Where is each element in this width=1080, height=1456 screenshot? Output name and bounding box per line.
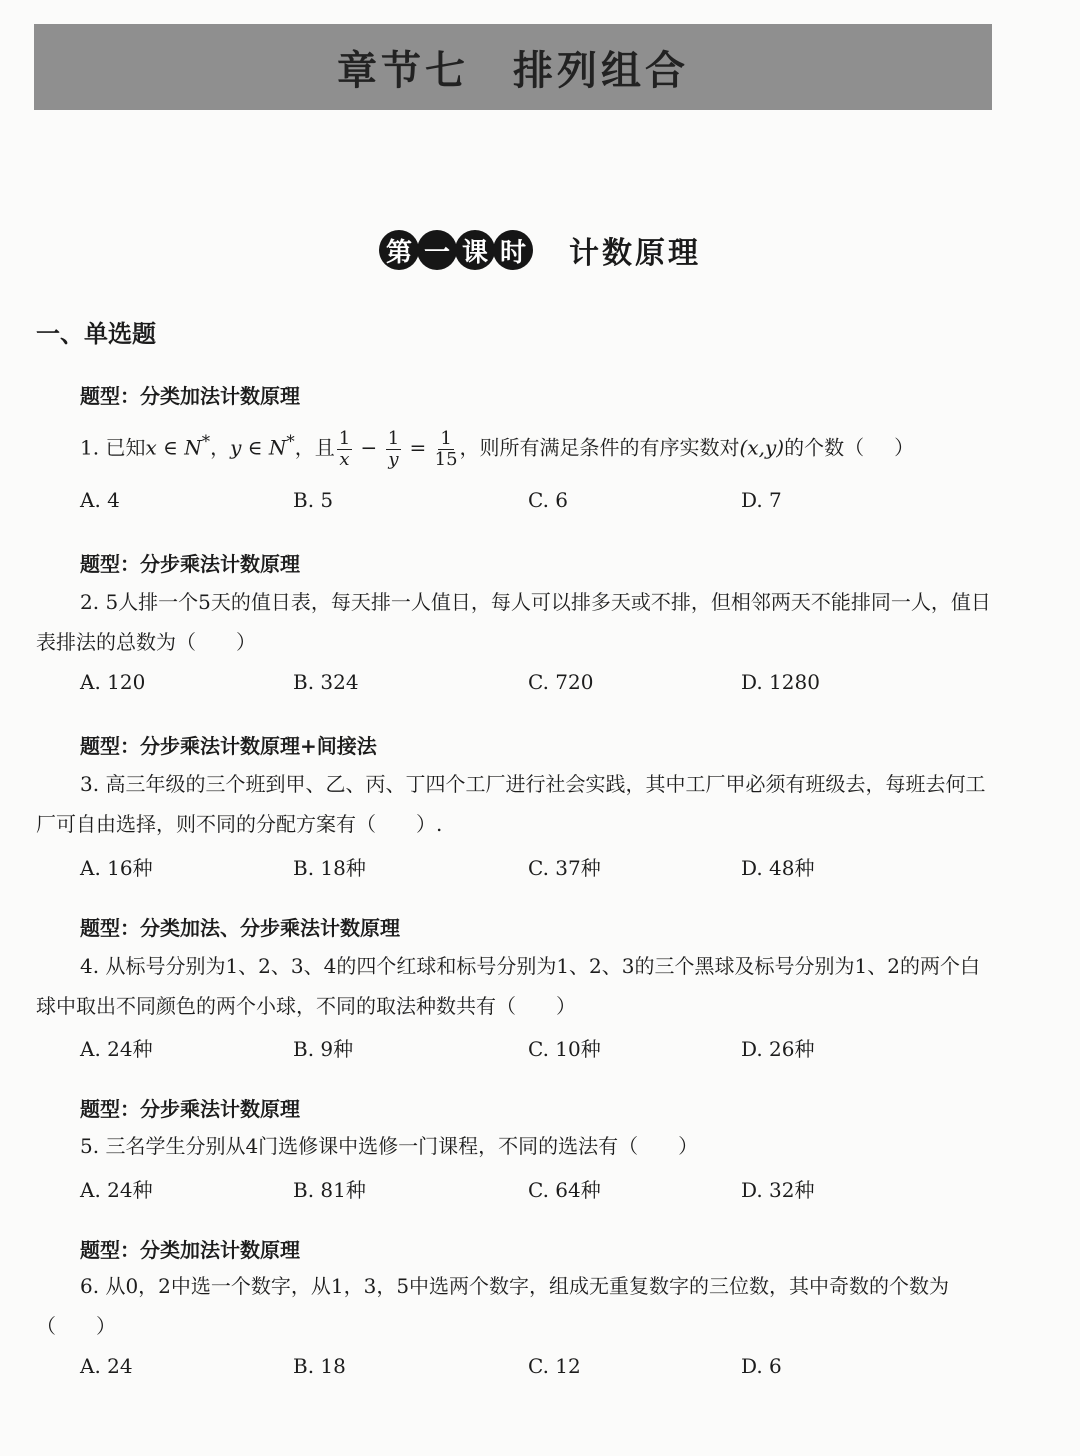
lesson-name: 计数原理	[569, 236, 701, 271]
chapter-topic: 排列组合	[513, 47, 689, 94]
fraction: $\frac{1}{x}$	[338, 427, 351, 470]
question-type-label: 题型：分类加法、分步乘法计数原理	[80, 916, 400, 940]
lesson-badge-char: 课	[455, 230, 495, 270]
option-d: D. 7	[741, 488, 782, 512]
option-a: A. 24种	[80, 1037, 153, 1061]
option-b: B. 324	[293, 670, 359, 694]
option-a: A. 24种	[80, 1178, 153, 1202]
option-b: B. 18种	[293, 856, 366, 880]
question-stem: 6. 从0，2中选一个数字，从1，3，5中选两个数字，组成无重复数字的三位数，其中奇数的个数为（ ）	[36, 1274, 950, 1338]
option-a: A. 24	[80, 1354, 133, 1378]
question-type-label: 题型：分步乘法计数原理+间接法	[80, 734, 377, 758]
option-b: B. 9种	[293, 1037, 354, 1061]
question-stem: 3. 高三年级的三个班到甲、乙、丙、丁四个工厂进行社会实践，其中工厂甲必须有班级去，每班去何工厂可自由选择，则不同的分配方案有（ ）.	[36, 772, 986, 836]
question-type-label: 题型：分类加法计数原理	[80, 1238, 300, 1262]
option-c: C. 10种	[528, 1037, 601, 1061]
section-heading: 一、单选题	[36, 320, 156, 348]
option-d: D. 48种	[741, 856, 815, 880]
option-b: B. 5	[293, 488, 334, 512]
option-c: C. 720	[528, 670, 594, 694]
question-stem: 5. 三名学生分别从4门选修课中选修一门课程，不同的选法有（ ）	[80, 1134, 699, 1158]
lesson-badge	[379, 230, 531, 270]
option-b: B. 81种	[293, 1178, 366, 1202]
option-a: A. 120	[80, 670, 146, 694]
option-a: A. 16种	[80, 856, 153, 880]
chapter-label: 章节七	[337, 47, 469, 94]
option-d: D. 32种	[741, 1178, 815, 1202]
option-c: C. 6	[528, 488, 569, 512]
lesson-badge-char: 第	[379, 230, 419, 270]
option-d: D. 26种	[741, 1037, 815, 1061]
chapter-banner	[34, 24, 992, 110]
question-stem: 1. 已知x ∈ N*，y ∈ N*，且 $\frac{1}{x}$ − $\frac{1}{y}$ = $\frac{1}{15}$ ，则所有满足条件的有序实数对(x,y)的个数（ ）	[80, 427, 915, 470]
option-c: C. 37种	[528, 856, 601, 880]
option-c: C. 12	[528, 1354, 581, 1378]
question-stem: 4. 从标号分别为1、2、3、4的四个红球和标号分别为1、2、3的三个黑球及标号分别为1、2的两个白球中取出不同颜色的两个小球，不同的取法种数共有（ ）	[36, 954, 980, 1018]
question-stem: 2. 5人排一个5天的值日表，每天排一人值日，每人可以排多天或不排，但相邻两天不能排同一人，值日表排法的总数为（ ）	[36, 590, 991, 654]
fraction: $\frac{1}{y}$	[387, 427, 400, 470]
option-c: C. 64种	[528, 1178, 601, 1202]
lesson-badge-char: 一	[417, 230, 457, 270]
option-b: B. 18	[293, 1354, 346, 1378]
option-d: D. 1280	[741, 670, 820, 694]
question-type-label: 题型：分类加法计数原理	[80, 384, 300, 408]
option-a: A. 4	[80, 488, 120, 512]
question-type-label: 题型：分步乘法计数原理	[80, 1097, 300, 1121]
question-type-label: 题型：分步乘法计数原理	[80, 552, 300, 576]
lesson-badge-char: 时	[493, 230, 533, 270]
chapter-title	[337, 39, 689, 96]
fraction: $\frac{1}{15}$	[434, 427, 458, 470]
lesson-title	[0, 228, 1080, 272]
option-d: D. 6	[741, 1354, 782, 1378]
